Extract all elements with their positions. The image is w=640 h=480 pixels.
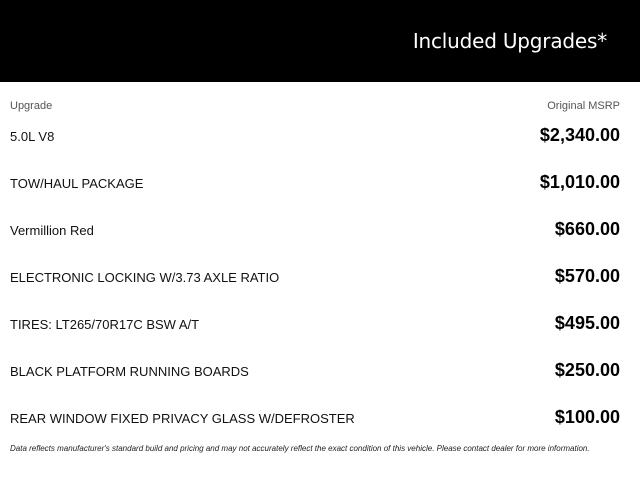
upgrades-header bbox=[0, 0, 640, 82]
upgrade-price: $495.00 bbox=[554, 313, 620, 333]
upgrade-price: $100.00 bbox=[554, 407, 620, 427]
upgrade-row bbox=[0, 120, 640, 150]
upgrade-row bbox=[0, 214, 640, 244]
upgrade-name: TIRES: LT265/70R17C BSW A/T bbox=[10, 317, 200, 332]
disclaimer-text: Data reflects manufacturer's standard build and pricing and may not accurately reflect the exact condition of this vehicle. Please contact dealer for more information. bbox=[10, 444, 590, 453]
upgrade-price: $570.00 bbox=[554, 266, 620, 286]
upgrade-name: ELECTRONIC LOCKING W/3.73 AXLE RATIO bbox=[10, 270, 280, 285]
upgrade-price: $660.00 bbox=[554, 219, 620, 239]
upgrade-name: REAR WINDOW FIXED PRIVACY GLASS W/DEFROSTER bbox=[10, 411, 355, 426]
upgrade-row bbox=[0, 355, 640, 385]
upgrade-name: BLACK PLATFORM RUNNING BOARDS bbox=[10, 364, 249, 379]
upgrade-name: TOW/HAUL PACKAGE bbox=[10, 176, 144, 191]
upgrade-row bbox=[0, 308, 640, 338]
page-title: Included Upgrades* bbox=[412, 29, 607, 53]
upgrade-row bbox=[0, 402, 640, 432]
column-header-upgrade: Upgrade bbox=[10, 100, 53, 112]
upgrade-row bbox=[0, 167, 640, 197]
upgrade-row bbox=[0, 261, 640, 291]
upgrade-name: Vermillion Red bbox=[10, 223, 94, 238]
upgrade-name: 5.0L V8 bbox=[10, 129, 55, 144]
upgrade-price: $1,010.00 bbox=[539, 172, 620, 192]
upgrade-price: $2,340.00 bbox=[539, 125, 620, 145]
upgrade-price: $250.00 bbox=[554, 360, 620, 380]
column-header-msrp: Original MSRP bbox=[547, 100, 620, 112]
